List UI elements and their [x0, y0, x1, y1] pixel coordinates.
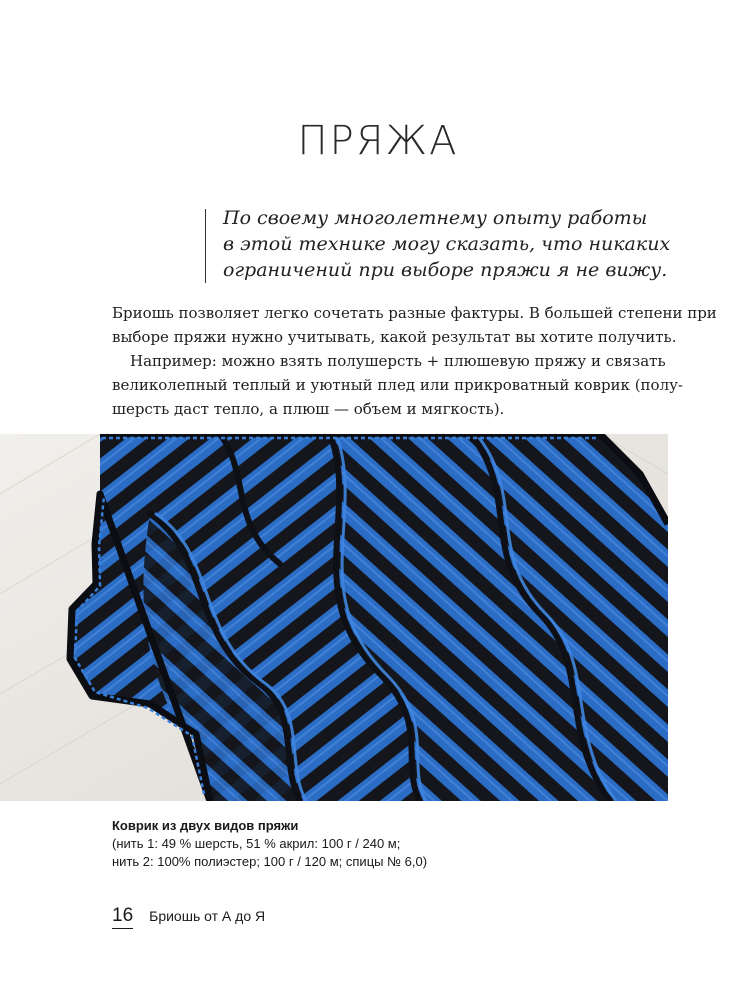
paragraph-line: Бриошь позволяет легко сочетать разные фактуры. В большей степени при	[112, 304, 717, 322]
page-footer	[112, 905, 265, 929]
page-heading: ПРЯЖА	[297, 118, 459, 164]
photo-caption	[112, 817, 672, 871]
epigraph-line: ограничений при выборе пряжи я не вижу.	[223, 259, 668, 281]
body-text	[112, 301, 717, 421]
paragraph	[112, 301, 717, 349]
epigraph	[205, 205, 683, 283]
epigraph-line: в этой технике могу сказать, что никаких	[223, 233, 671, 255]
paragraph	[112, 349, 684, 421]
running-title: Бриошь от А до Я	[149, 908, 266, 924]
paragraph-line: великолепный теплый и уютный плед или прикроватный коврик (полу-	[112, 376, 684, 394]
knitted-rug-photo	[0, 434, 668, 801]
caption-title: Коврик из двух видов пряжи	[112, 818, 299, 833]
epigraph-rule	[205, 209, 206, 283]
paragraph-line: выборе пряжи нужно учитывать, какой результат вы хотите получить.	[112, 328, 677, 346]
caption-line: нить 2: 100% полиэстер; 100 г / 120 м; спицы № 6,0)	[112, 854, 428, 869]
page-number: 16	[112, 905, 133, 929]
caption-line: (нить 1: 49 % шерсть, 51 % акрил: 100 г / 240 м;	[112, 836, 401, 851]
epigraph-line: По своему многолетнему опыту работы	[223, 207, 648, 229]
paragraph-line: Например: можно взять полушерсть + плюшевую пряжу и связать	[130, 352, 666, 370]
rug-illustration	[0, 434, 668, 801]
paragraph-line: шерсть даст тепло, а плюш — объем и мягкость).	[112, 400, 505, 418]
